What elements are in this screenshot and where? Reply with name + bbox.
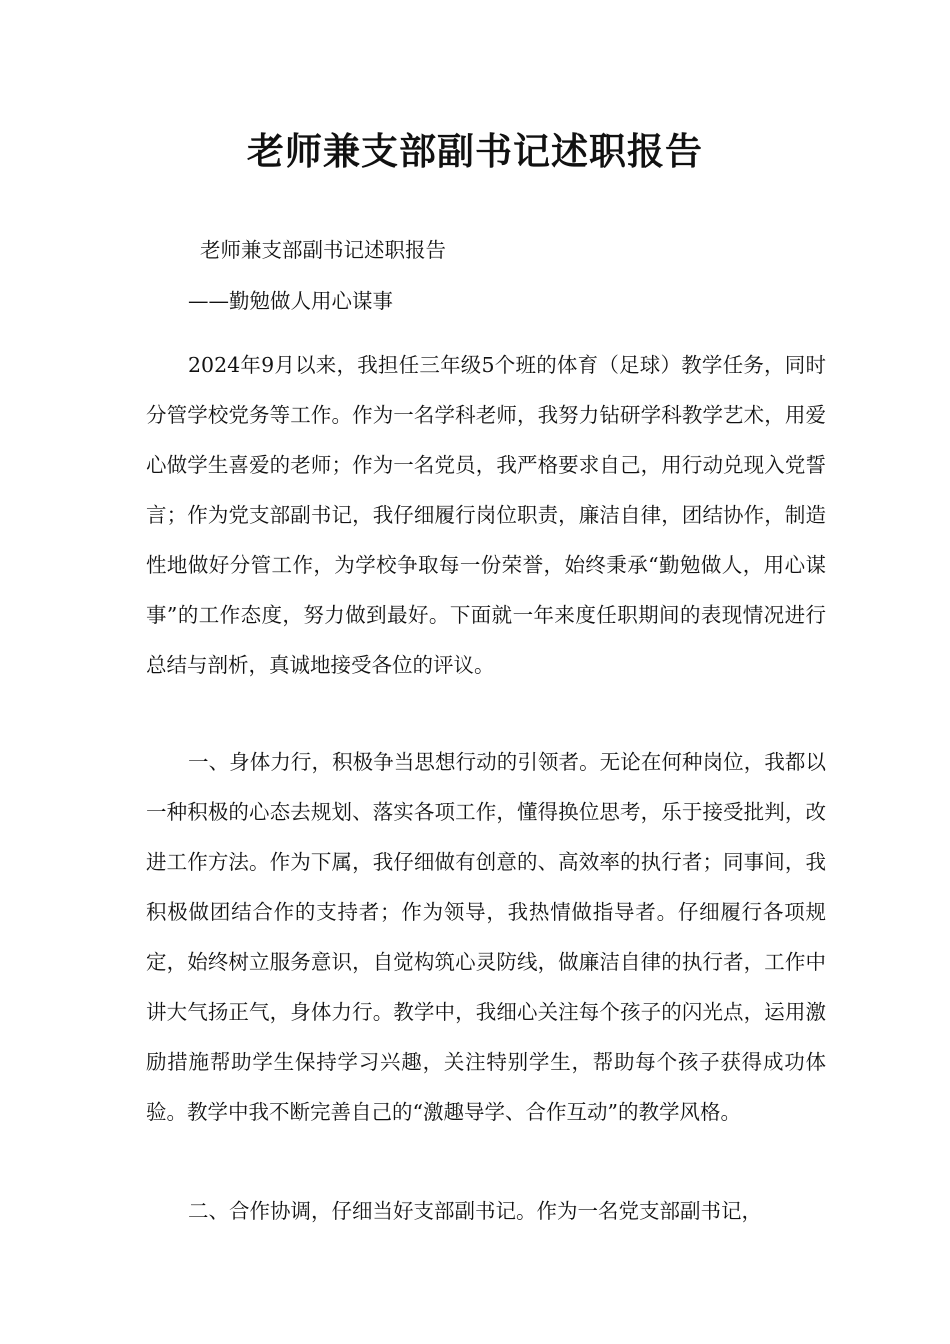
page-title: 老师兼支部副书记述职报告 [247,130,703,173]
paragraph-section-two: 二、合作协调，仔细当好支部副书记。作为一名党支部副书记， [188,1199,762,1223]
report-subheading: 老师兼支部副书记述职报告 [200,238,446,262]
report-motto: ——勤勉做人用心谋事 [188,289,393,313]
paragraph-intro: 2024年9月以来，我担任三年级5个班的体育（足球）教学任务，同时分管学校党务等工作。作为一名学科老师，我努力钻研学科教学艺术，用爱心做学生喜爱的老师；作为一名党员，我严格要求自己，用行动兑现入党誓言；作为党支部副书记，我仔细履行岗位职责，廉洁自律，团结协作，制造性地做好分管工作，为学校争取每一份荣誉，始终秉承“勤勉做人，用心谋事”的工作态度，努力做到最好。下面就一年来度任职期间的表现情况进行总结与剖析，真诚地接受各位的评议。 [146,353,826,677]
paragraph-section-one: 一、身体力行，积极争当思想行动的引领者。无论在何种岗位，我都以一种积极的心态去规划、落实各项工作，懂得换位思考，乐于接受批判，改进工作方法。作为下属，我仔细做有创意的、高效率的执行者；同事间，我积极做团结合作的支持者；作为领导，我热情做指导者。仔细履行各项规定，始终树立服务意识，自觉构筑心灵防线，做廉洁自律的执行者，工作中讲大气扬正气，身体力行。教学中，我细心关注每个孩子的闪光点，运用激励措施帮助学生保持学习兴趣，关注特别学生，帮助每个孩子获得成功体验。教学中我不断完善自己的“激趣导学、合作互动”的教学风格。 [146,750,826,1124]
